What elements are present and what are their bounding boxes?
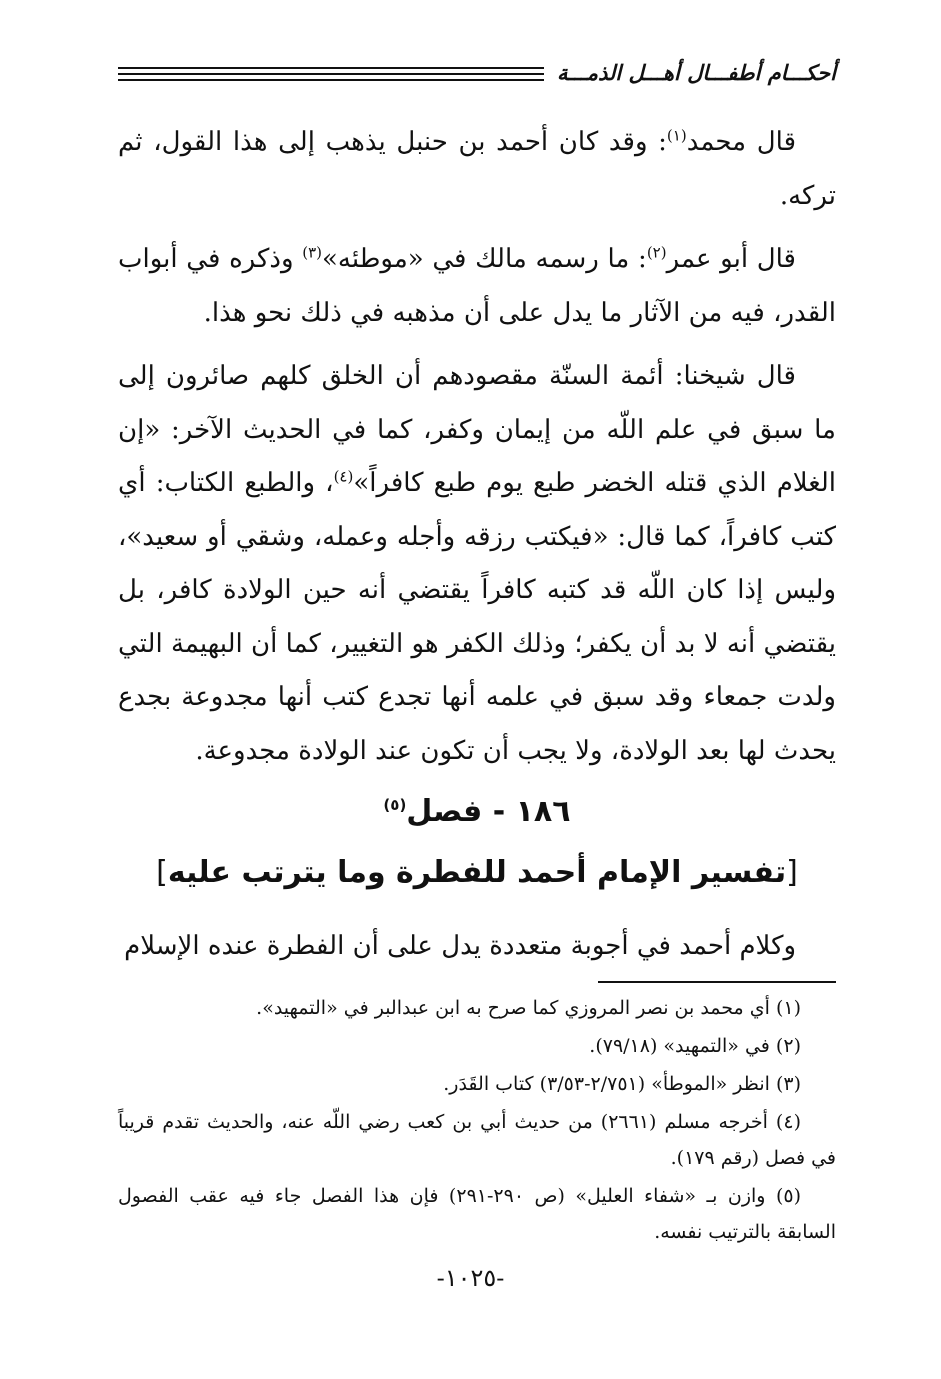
footnote: (٢) في «التمهيد» (٧٩/١٨). [589, 1035, 801, 1057]
footnote-ref: (٢) [646, 243, 667, 262]
section-subtitle-text: تفسير الإمام أحمد للفطرة وما يترتب عليه [167, 855, 787, 890]
section-heading [118, 790, 836, 834]
text-run: قال محمد [686, 127, 796, 157]
paragraph [118, 233, 836, 340]
header-rule [118, 73, 544, 75]
footnote-ref: (٤) [333, 467, 354, 486]
footnote-separator [598, 981, 836, 983]
text-run: : ما رسمه مالك في «موطئه» [322, 244, 647, 274]
paragraph [118, 116, 836, 223]
main-text [118, 116, 836, 788]
header-rule [118, 67, 544, 69]
section-subtitle [118, 850, 836, 896]
bracket-open: [ [786, 855, 798, 890]
footnotes [118, 990, 836, 1252]
bracket-close: ] [156, 855, 168, 890]
header-rule [118, 79, 544, 81]
section-number: ١٨٦ - فصل [406, 794, 571, 829]
paragraph: وكلام أحمد في أجوبة متعددة يدل على أن الفطرة عنده الإسلام [124, 931, 796, 961]
header-title: أحكـــام أطفـــال أهـــل الذمـــة [557, 61, 836, 85]
text-run: قال أبو عمر [666, 244, 796, 274]
page-number: -١٠٢٥- [436, 1264, 505, 1292]
footnote-ref: (٣) [302, 243, 323, 262]
text-run: ، والطبع الكتاب: أي كتب كافراً، كما قال: «فيكتب رزقه وأجله وعمله، وشقي أو سعيد»، وليس إذا كان اللّه قد كتبه كافراً يقتضي أنه حين الولادة كافر، بل يقتضي أنه لا بد أن يكفر؛ وذلك الكفر هو التغيير، كما أن البهيمة التي ولدت جمعاء وقد سبق في علمه أنها تجدع كتب أنها مجدوعة بجدع يحدث لها بعد الولادة، ولا يجب أن تكون عند الولادة مجدوعة. [118, 468, 836, 766]
text-run: قال شيخنا: أئمة السنّة مقصودهم أن الخلق كلهم صائرون إلى ما سبق في علم اللّه من إيمان وكفر، كما في الحديث الآخر: «إن الغلام الذي قتله الخضر طبع يوم طبع كافراً» [118, 361, 837, 498]
running-header [118, 58, 836, 88]
footnote: (٥) وازن بـ «شفاء العليل» (ص ٢٩٠-٢٩١) فإن هذا الفصل جاء فيه عقب الفصول السابقة بالترتيب نفسه. [118, 1185, 836, 1243]
footnote-ref: (١) [666, 126, 687, 145]
text-run: وذكره في أبواب القدر، فيه من الآثار ما يدل على أن مذهبه في ذلك نحو هذا. [118, 244, 836, 328]
paragraph [118, 350, 836, 778]
text-run: : وقد كان أحمد بن حنبل يذهب إلى هذا القول، ثم تركه. [118, 127, 836, 211]
footnote: (١) أي محمد بن نصر المروزي كما صرح به ابن عبدالبر في «التمهيد». [256, 997, 801, 1019]
footnote: (٤) أخرجه مسلم (٢٦٦١) من حديث أبي بن كعب رضي اللّه عنه، والحديث تقدم قريباً في فصل (رقم ١٧٩). [118, 1111, 836, 1169]
footnote-ref: (٥) [383, 796, 407, 814]
footnote: (٣) انظر «الموطأ» (٢/٧٥١-٣/٥٣) كتاب القَدَر. [443, 1073, 801, 1095]
